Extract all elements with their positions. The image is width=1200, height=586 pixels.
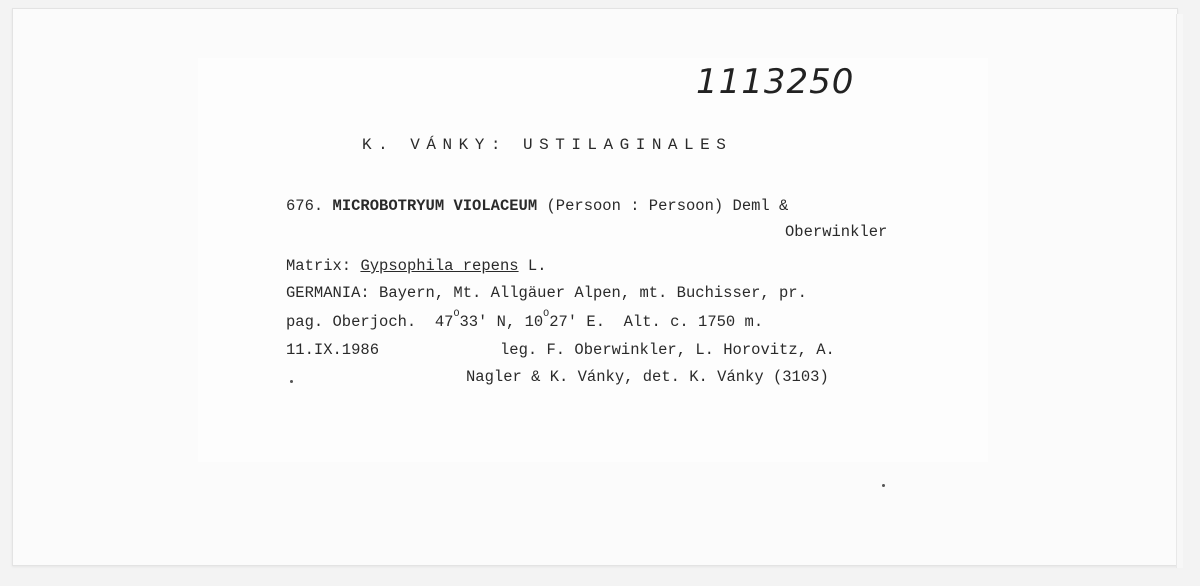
locality-part-a: pag. Oberjoch. 47	[286, 313, 454, 331]
specimen-authority-cont: Oberwinkler	[785, 223, 888, 241]
locality-part-b: 33' N, 10	[459, 313, 544, 331]
collection-date: 11.IX.1986	[286, 341, 380, 359]
matrix-label: Matrix:	[286, 257, 352, 275]
locality-part-c: 27' E. Alt. c. 1750 m.	[549, 313, 764, 331]
matrix-host-author: L.	[527, 257, 547, 275]
specimen-name: MICROBOTRYUM VIOLACEUM	[332, 197, 538, 215]
specimen-title-line	[286, 197, 788, 215]
dust-speck	[882, 484, 885, 487]
collectors-line-2: Nagler & K. Vánky, det. K. Vánky (3103)	[466, 368, 829, 386]
specimen-number: 676.	[286, 197, 324, 215]
matrix-host: Gypsophila repens	[360, 257, 519, 275]
collectors-line-1: leg. F. Oberwinkler, L. Horovitz, A.	[500, 341, 835, 359]
sheet-edge	[1176, 14, 1183, 568]
accession-number: 1113250	[696, 62, 855, 102]
degree-mark: O	[453, 309, 460, 320]
degree-mark: O	[543, 309, 550, 320]
matrix-line	[286, 257, 547, 275]
dust-speck	[290, 380, 293, 383]
specimen-authority: (Persoon : Persoon) Deml &	[546, 197, 789, 215]
collection-header: K. VÁNKY: USTILAGINALES	[362, 136, 733, 154]
locality-line-1: GERMANIA: Bayern, Mt. Allgäuer Alpen, mt. Buchisser, pr.	[286, 284, 807, 302]
locality-line-2	[286, 309, 764, 331]
